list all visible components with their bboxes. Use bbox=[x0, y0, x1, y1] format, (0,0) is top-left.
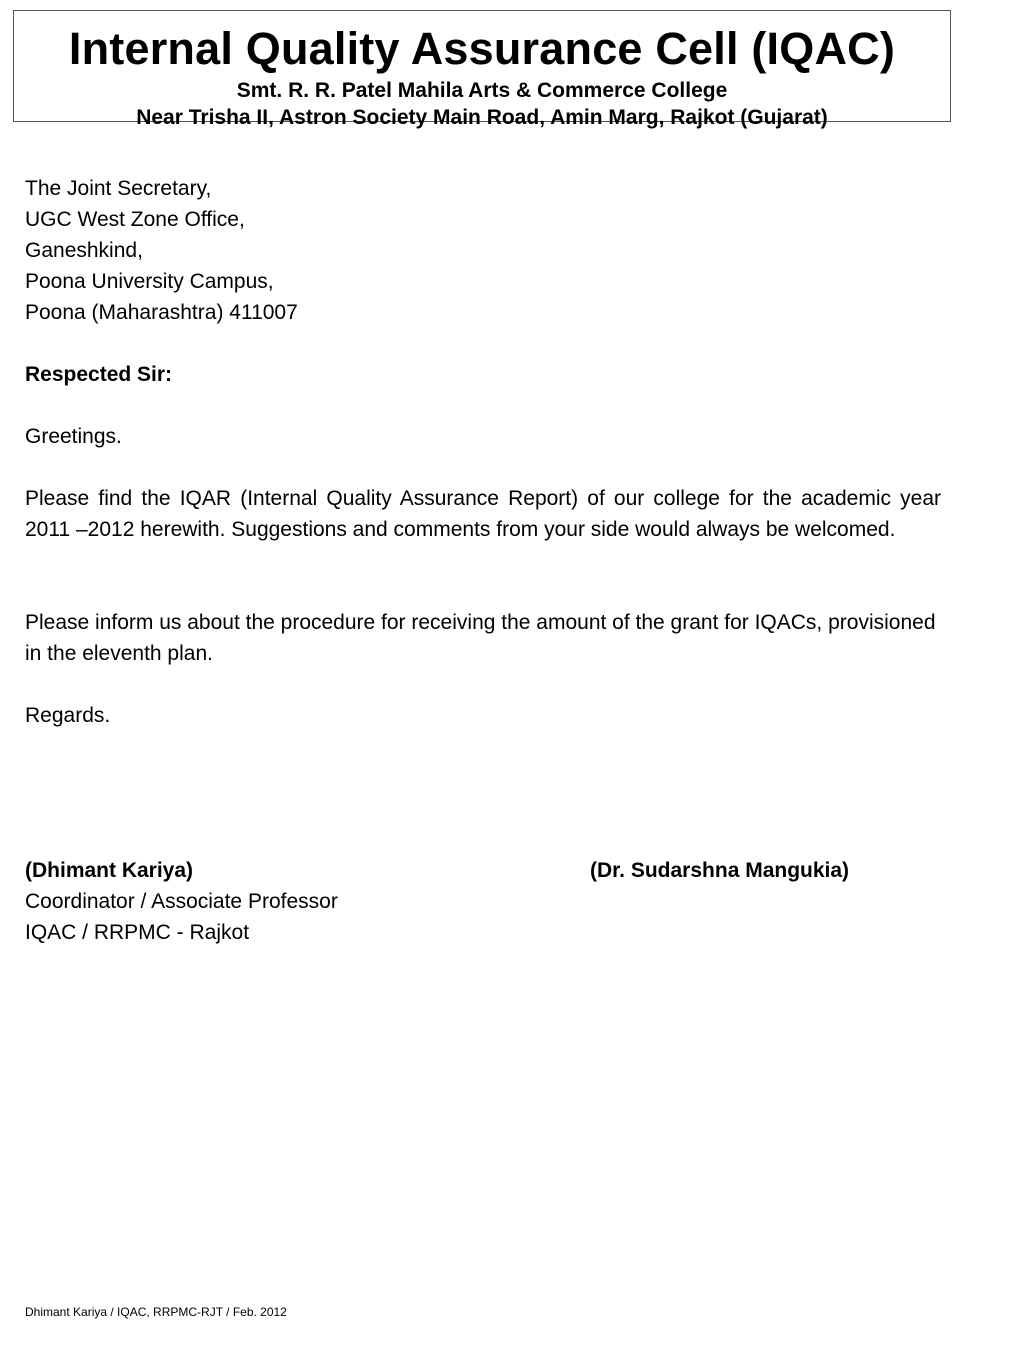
recipient-line: Ganeshkind, bbox=[25, 239, 143, 262]
signatory-designation: Coordinator / Associate Professor bbox=[25, 890, 338, 913]
page-footer: Dhimant Kariya / IQAC, RRPMC-RJT / Feb. 2012 bbox=[25, 1305, 287, 1319]
body-paragraph-grant: Please inform us about the procedure for receiving the amount of the grant for IQACs, provisioned in the eleventh plan. bbox=[25, 611, 936, 665]
signature-block-coordinator bbox=[25, 855, 338, 948]
signatory-name: (Dr. Sudarshna Mangukia) bbox=[590, 859, 850, 882]
body-paragraph-report: Please find the IQAR (Internal Quality Assurance Report) of our college for the academic year 2011 –2012 herewith. Suggestions and comments from your side would always be welcomed. bbox=[25, 487, 941, 541]
closing: Regards. bbox=[25, 704, 111, 727]
letterhead-address: Near Trisha II, Astron Society Main Road, Amin Marg, Rajkot (Gujarat) bbox=[136, 106, 828, 129]
recipient-line: UGC West Zone Office, bbox=[25, 208, 245, 231]
signature-block-principal bbox=[590, 855, 849, 886]
recipient-address bbox=[25, 173, 298, 328]
recipient-line: The Joint Secretary, bbox=[25, 177, 212, 200]
greeting: Greetings. bbox=[25, 425, 122, 448]
salutation: Respected Sir: bbox=[25, 363, 173, 386]
letterhead bbox=[13, 10, 951, 129]
letterhead-title: Internal Quality Assurance Cell (IQAC) bbox=[68, 23, 896, 74]
signatory-name: (Dhimant Kariya) bbox=[25, 859, 194, 882]
recipient-line: Poona (Maharashtra) 411007 bbox=[25, 301, 298, 324]
signatory-affiliation: IQAC / RRPMC - Rajkot bbox=[25, 921, 250, 944]
recipient-line: Poona University Campus, bbox=[25, 270, 274, 293]
letterhead-college: Smt. R. R. Patel Mahila Arts & Commerce College bbox=[236, 79, 728, 102]
